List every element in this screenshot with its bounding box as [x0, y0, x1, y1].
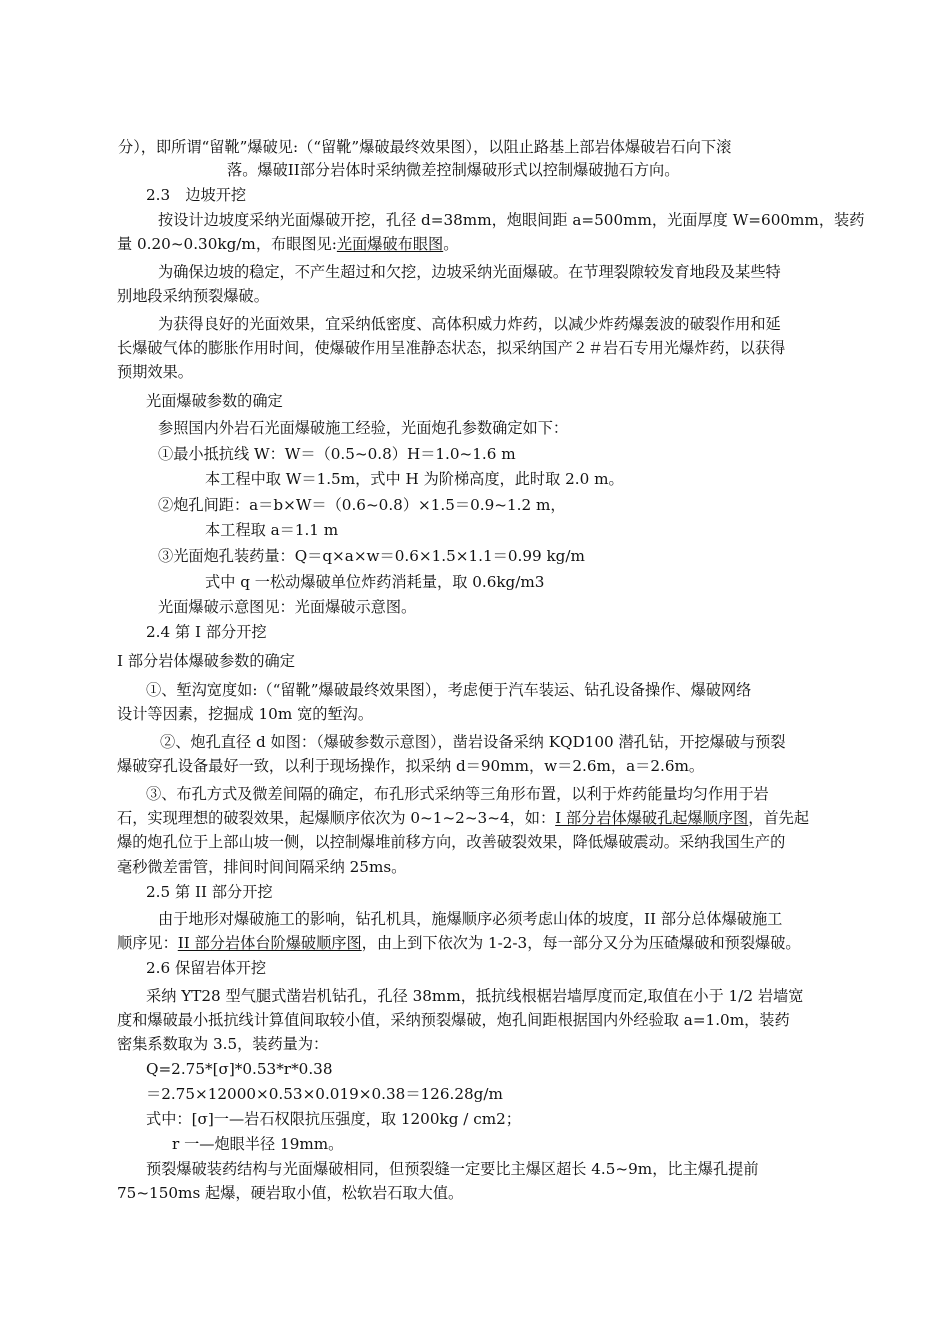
text-line: 爆破穿孔设备最好一致，以利于现场操作，拟采纳 d＝90mm，w＝2.6m，a＝2.6m。: [117, 757, 705, 775]
text-line: 落。爆破II部分岩体时采纳微差控制爆破形式以控制爆破抛石方向。: [227, 161, 680, 179]
text-line: 密集系数取为 3.5，装药量为：: [117, 1035, 329, 1053]
text-line: 爆的炮孔位于上部山坡一侧，以控制爆堆前移方向，改善破裂效果，降低爆破震动。采纳我国生产的: [117, 833, 786, 851]
section-heading: 2.3 边坡开挖: [146, 186, 247, 204]
text-line: 长爆破气体的膨胀作用时间，使爆破作用呈准静态状态，拟采纳国产２＃岩石专用光爆炸药，以获得: [117, 339, 786, 357]
text-line: 式中：[σ]一—岩石权限抗压强度，取 1200kg / cm2；: [146, 1110, 521, 1128]
formula-line: ＝2.75×12000×0.53×0.019×0.38＝126.28g/m: [146, 1085, 503, 1103]
text-line: 度和爆破最小抵抗线计算值间取较小值，采纳预裂爆破，炮孔间距根据国内外经验取 a=1.0m，装药: [117, 1011, 790, 1029]
section-heading: 光面爆破参数的确定: [146, 392, 283, 410]
section-heading: 2.5 第 II 部分开挖: [146, 883, 273, 901]
text-line: ②炮孔间距：a＝b×W＝（0.6~0.8）×1.5＝0.9~1.2 m，: [158, 496, 566, 514]
text-line: 预期效果。: [117, 363, 193, 381]
text-line: [117, 234, 458, 254]
text-line: ②、炮孔直径 d 如图：（爆破参数示意图），凿岩设备采纳 KQD100 潜孔钻，开挖爆破与预裂: [160, 733, 786, 751]
text-line: 75~150ms 起爆，硬岩取小值，松软岩石取大值。: [117, 1184, 464, 1202]
text-line: 预裂爆破装药结构与光面爆破相同，但预裂缝一定要比主爆区超长 4.5~9m，比主爆孔提前: [146, 1160, 759, 1178]
text-line: 采纳 YT28 型气腿式凿岩机钻孔，孔径 38mm，抵抗线根椐岩墙厚度而定,取值在小于 1/2 岩墙宽: [146, 987, 804, 1005]
text-line: [117, 933, 801, 953]
text-span: ，首先起: [748, 809, 809, 827]
text-line: 为确保边坡的稳定，不产生超过和欠挖，边坡采纳光面爆破。在节理裂隙较发育地段及某些特: [158, 263, 781, 281]
text-span: 。: [443, 235, 459, 253]
section-heading: 2.4 第 I 部分开挖: [146, 623, 267, 641]
figure-link[interactable]: 光面爆破布眼图: [336, 235, 444, 253]
section-heading: 2.6 保留岩体开挖: [146, 959, 267, 977]
figure-link[interactable]: II 部分岩体台阶爆破顺序图: [177, 934, 362, 952]
text-line: ①、堑沟宽度如:（“留靴”爆破最终效果图），考虑便于汽车装运、钻孔设备操作、爆破网络: [146, 681, 752, 699]
text-line: r 一—炮眼半径 19mm。: [172, 1135, 344, 1153]
text-line: [117, 808, 809, 828]
text-span: 顺序见：: [117, 934, 178, 952]
text-line: 本工程中取 W＝1.5m，式中 H 为阶梯高度，此时取 2.0 m。: [205, 470, 624, 488]
text-span: 石，实现理想的破裂效果，起爆顺序依次为 0~1~2~3~4，如：: [117, 809, 556, 827]
text-line: 设计等因素，挖掘成 10m 宽的堑沟。: [117, 705, 374, 723]
text-line: ③、布孔方式及微差间隔的确定，布孔形式采纳等三角形布置，以利于炸药能量均匀作用于岩: [146, 785, 769, 803]
text-line: 按设计边坡度采纳光面爆破开挖，孔径 d=38mm，炮眼间距 a=500mm，光面厚度 W=600mm，装药: [158, 211, 865, 229]
text-line: 分），即所谓“留靴”爆破见:（“留靴”爆破最终效果图），以阻止路基上部岩体爆破岩石向下滚: [118, 138, 732, 156]
text-line: 光面爆破示意图见：光面爆破示意图。: [158, 598, 417, 616]
text-line: 为获得良好的光面效果，宜采纳低密度、高体积威力炸药，以减少炸药爆轰波的破裂作用和延: [158, 315, 781, 333]
subsection-heading: I 部分岩体爆破参数的确定: [117, 652, 295, 670]
text-line: 毫秒微差雷管，排间时间间隔采纳 25ms。: [117, 858, 407, 876]
text-span: 量 0.20~0.30kg/m，布眼图见:: [117, 235, 337, 253]
text-line: 式中 q 一松动爆破单位炸药消耗量，取 0.6kg/m3: [205, 573, 545, 591]
text-line: 由于地形对爆破施工的影响，钻孔机具，施爆顺序必须考虑山体的坡度，II 部分总体爆破施工: [158, 910, 783, 928]
figure-link[interactable]: I 部分岩体爆破孔起爆顺序图: [555, 809, 749, 827]
text-line: 别地段采纳预裂爆破。: [117, 287, 269, 305]
text-line: 本工程取 a＝1.1 m: [205, 521, 339, 539]
text-span: ，由上到下依次为 1-2-3，每一部分又分为压碴爆破和预裂爆破。: [361, 934, 801, 952]
text-line: 参照国内外岩石光面爆破施工经验，光面炮孔参数确定如下：: [158, 419, 569, 437]
text-line: ①最小抵抗线 W：W＝（0.5~0.8）H＝1.0~1.6 m: [158, 445, 516, 463]
text-line: ③光面炮孔装药量：Q＝q×a×w＝0.6×1.5×1.1＝0.99 kg/m: [158, 547, 585, 565]
formula-line: Q=2.75*[σ]*0.53*r*0.38: [146, 1060, 333, 1078]
